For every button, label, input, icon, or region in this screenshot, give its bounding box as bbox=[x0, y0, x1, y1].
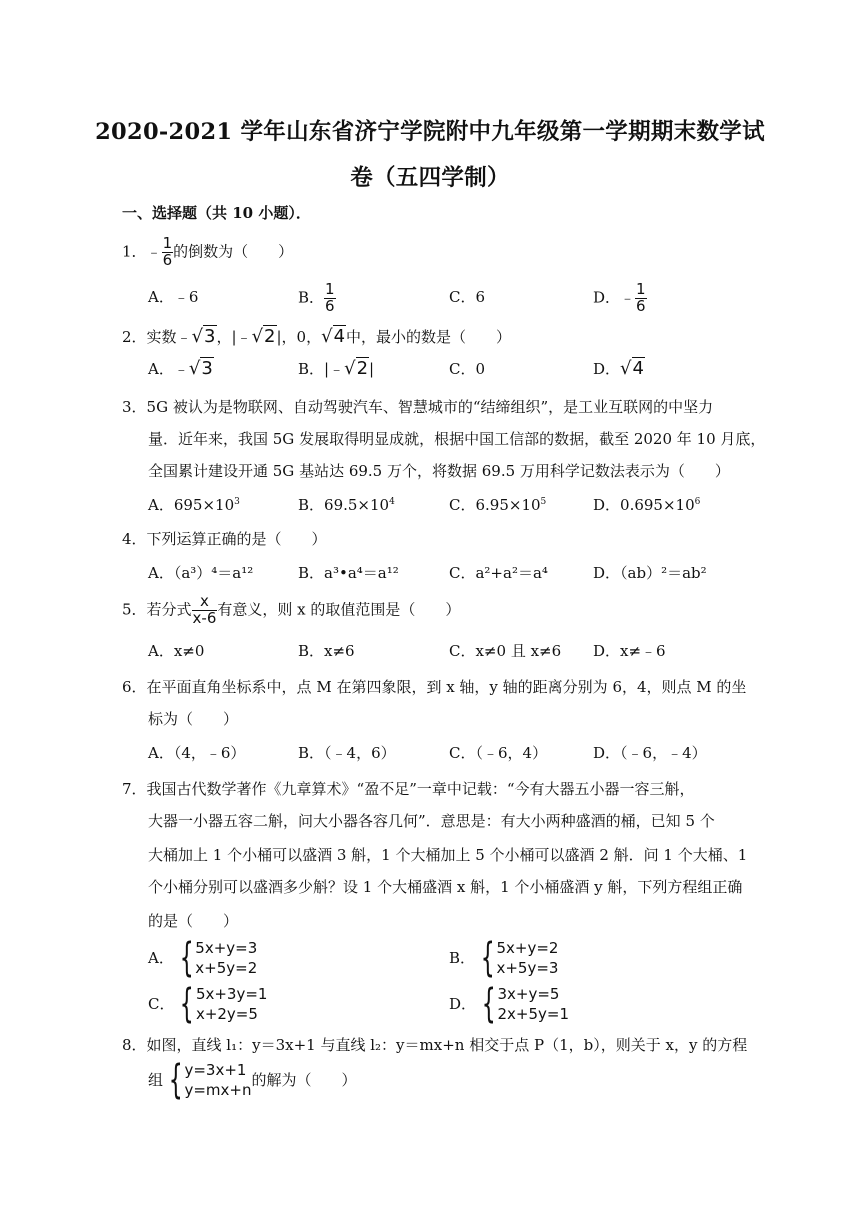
fraction: $\frac{x}{x-6}$ bbox=[192, 592, 217, 627]
q2-option-d: D．√4 bbox=[593, 358, 644, 379]
q1-option-d: D．﹣ $\frac{1}{6}$ bbox=[593, 280, 646, 315]
fraction: $\frac{1}{6}$ bbox=[162, 234, 173, 269]
q6-option-a: A．（4，﹣6） bbox=[148, 744, 246, 762]
question-4: 4．下列运算正确的是（ ） bbox=[122, 530, 327, 548]
question-7-line4: 个小桶分别可以盛酒多少斛？设 1 个大桶盛酒 x 斛，1 个小桶盛酒 y 斛，下列方程组正确 bbox=[148, 878, 743, 896]
q6-option-b: B．（﹣4，6） bbox=[298, 744, 396, 762]
q3-option-d: D．$0.695\times 10^6$ bbox=[593, 496, 701, 514]
q6-option-d: D．（﹣6，﹣4） bbox=[593, 744, 707, 762]
question-6-line2: 标为（ ） bbox=[148, 710, 239, 728]
question-7-line1: 7．我国古代数学著作《九章算术》“盈不足”一章中记载：“今有大器五小器一容三斛， bbox=[122, 780, 695, 798]
q3-option-b: B．$69.5\times 10^4$ bbox=[298, 496, 395, 514]
question-3-line3: 全国累计建设开通 5G 基站达 69.5 万个，将数据 69.5 万用科学记数法表示为（ ） bbox=[148, 462, 730, 480]
question-2: 2．实数﹣√3，|﹣√2|，0，√4中，最小的数是（ ） bbox=[122, 326, 512, 347]
q6-option-c: C．（﹣6，4） bbox=[449, 744, 548, 762]
q4-option-a: A．（a³）⁴＝a¹² bbox=[148, 564, 254, 582]
q3-option-c: C．$6.95\times 10^5$ bbox=[449, 496, 547, 514]
question-1: 1．﹣ $\frac{1}{6}$ 的倒数为（ ） bbox=[122, 234, 294, 269]
question-5: 5．若分式 $\frac{x}{x-6}$ 有意义，则 x 的取值范围是（ ） bbox=[122, 592, 461, 627]
q7-option-b: B． { 5x+y=2 x+5y=3 bbox=[449, 935, 559, 982]
q4-option-c: C．a²+a²＝a⁴ bbox=[449, 564, 548, 582]
question-8-line1: 8．如图，直线 l₁：y＝3x+1 与直线 l₂：y＝mx+n 相交于点 P（1，b），则关于 x，y 的方程 bbox=[122, 1036, 748, 1054]
q2-option-a: A．﹣√3 bbox=[148, 358, 213, 379]
q4-option-d: D．（ab）²＝ab² bbox=[593, 564, 707, 582]
q1-option-c: C．6 bbox=[449, 288, 486, 306]
q5-option-b: B．x≠6 bbox=[298, 642, 355, 660]
q7-option-a: A． { 5x+y=3 x+5y=2 bbox=[148, 935, 258, 982]
q5-option-d: D．x≠﹣6 bbox=[593, 642, 666, 660]
question-6-line1: 6．在平面直角坐标系中，点 M 在第四象限，到 x 轴，y 轴的距离分别为 6，4，则点 M 的坐 bbox=[122, 678, 747, 696]
q1-option-a: A．﹣6 bbox=[148, 288, 199, 306]
question-8-line2: 组 { y=3x+1 y=mx+n 的解为（ ） bbox=[148, 1057, 357, 1104]
question-7-line2: 大器一小器五容二斛，问大小器各容几何”．意思是：有大小两种盛酒的桶，已知 5 个 bbox=[148, 812, 715, 830]
q4-option-b: B．a³•a⁴＝a¹² bbox=[298, 564, 399, 582]
q2-option-b: B．|﹣√2| bbox=[298, 358, 375, 379]
page-title-line1: 2020-2021 学年山东省济宁学院附中九年级第一学期期末数学试 bbox=[95, 119, 765, 145]
q7-option-c: C． { 5x+3y=1 x+2y=5 bbox=[148, 981, 268, 1028]
q1-option-b: B． $\frac{1}{6}$ bbox=[298, 280, 335, 315]
q3-option-a: A．$695\times 10^3$ bbox=[148, 496, 240, 514]
q2-option-c: C．0 bbox=[449, 360, 486, 378]
question-7-line3: 大桶加上 1 个小桶可以盛酒 3 斛，1 个大桶加上 5 个小桶可以盛酒 2 斛．问 1 个大桶、1 bbox=[148, 846, 748, 864]
question-3-line2: 量．近年来，我国 5G 发展取得明显成就，根据中国工信部的数据，截至 2020 年 10 月底， bbox=[148, 430, 766, 448]
q5-option-a: A．x≠0 bbox=[148, 642, 205, 660]
q7-option-d: D． { 3x+y=5 2x+5y=1 bbox=[449, 981, 570, 1028]
section-heading: 一、选择题（共 10 小题）． bbox=[122, 204, 311, 222]
page-title-line2: 卷（五四学制） bbox=[350, 165, 510, 191]
question-7-line5: 的是（ ） bbox=[148, 912, 239, 930]
q5-option-c: C．x≠0 且 x≠6 bbox=[449, 642, 562, 660]
question-3-line1: 3．5G 被认为是物联网、自动驾驶汽车、智慧城市的“结缔组织”，是工业互联网的中坚力 bbox=[122, 398, 714, 416]
